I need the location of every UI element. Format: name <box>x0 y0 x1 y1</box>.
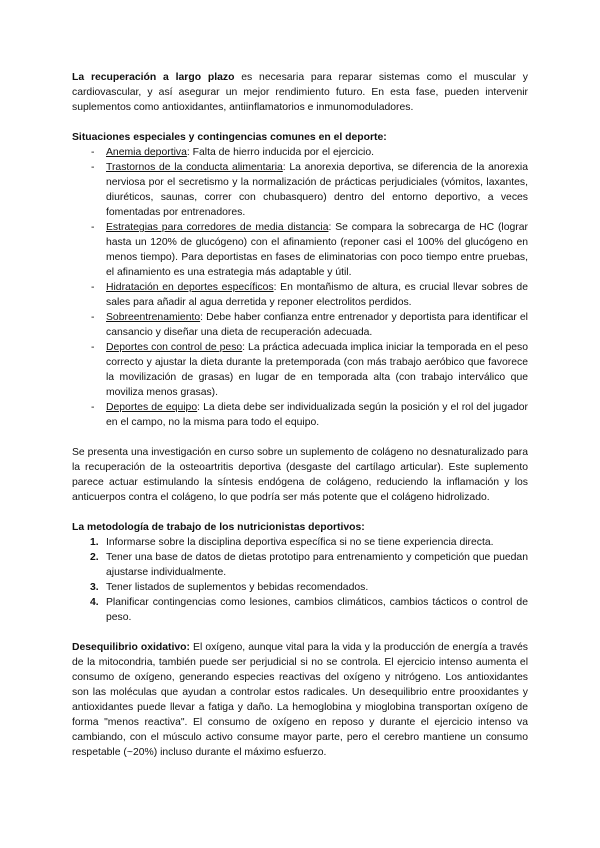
dash-bullet: - <box>91 312 95 323</box>
item-term: Deportes con control de peso <box>106 342 243 353</box>
list-item <box>72 550 528 580</box>
list-item <box>72 400 528 430</box>
list-item <box>72 220 528 280</box>
oxidative-paragraph <box>72 640 528 760</box>
methodology-heading: La metodología de trabajo de los nutricionistas deportivos: <box>72 522 365 533</box>
intro-paragraph <box>72 70 528 115</box>
item-number: 2. <box>90 552 99 563</box>
situations-heading: Situaciones especiales y contingencias comunes en el deporte: <box>72 132 387 143</box>
item-text: Tener listados de suplementos y bebidas recomendados. <box>106 582 369 593</box>
item-text: Informarse sobre la disciplina deportiva específica si no se tiene experiencia directa. <box>106 537 494 548</box>
document-page <box>72 70 528 760</box>
item-text: Planificar contingencias como lesiones, cambios climáticos, cambios tácticos o control de peso. <box>106 597 528 623</box>
list-item <box>72 160 528 220</box>
methodology-list <box>72 535 528 625</box>
dash-bullet: - <box>91 342 95 353</box>
oxidative-text: El oxígeno, aunque vital para la vida y la producción de energía a través de la mitocondria, también puede ser perjudicial si no se controla. El ejercicio intenso aumenta el consumo de oxígeno, generando especies reactivas del oxígeno y nitrógeno. Los antioxidantes son las moléculas que ayudan a controlar estos radicales. Un desequilibrio entre prooxidantes y antioxidantes puede llevar a fatiga y daño. La hemoglobina y mioglobina transportan oxígeno de forma "menos reactiva". El consumo de oxígeno en reposo y durante el ejercicio intenso va cambiando, con el músculo activo consume mayor parte, pero el cerebro mantiene un consumo respetable (~20%) incluso durante el máximo esfuerzo. <box>72 642 528 758</box>
intro-lead: La recuperación a largo plazo <box>72 72 235 83</box>
intro-text: es necesaria para reparar sistemas como el muscular y cardiovascular, y así asegurar un mejor rendimiento futuro. En esta fase, pueden intervenir suplementos como antioxidantes, antiinflamatorios e inmunomoduladores. <box>72 72 528 113</box>
list-item <box>72 580 528 595</box>
dash-bullet: - <box>91 162 95 173</box>
dash-bullet: - <box>91 282 95 293</box>
item-term: Sobreentrenamiento <box>106 312 201 323</box>
oxidative-lead: Desequilibrio oxidativo: <box>72 642 190 653</box>
item-term: Trastornos de la conducta alimentaria <box>106 162 283 173</box>
item-text: : Debe haber confianza entre entrenador y deportista para identificar el cansancio y diseñar una dieta de recuperación adecuada. <box>106 312 528 338</box>
list-item <box>72 535 528 550</box>
situations-list <box>72 145 528 430</box>
item-term: Estrategias para corredores de media distancia <box>106 222 329 233</box>
dash-bullet: - <box>91 147 95 158</box>
list-item <box>72 340 528 400</box>
item-text: : En montañismo de altura, es crucial llevar sobres de sales para añadir al agua derretida y reponer electrolitos perdidos. <box>106 282 528 308</box>
dash-bullet: - <box>91 402 95 413</box>
item-text: : Falta de hierro inducida por el ejercicio. <box>186 147 375 158</box>
item-text: : La anorexia deportiva, se diferencia de la anorexia nerviosa por el secretismo y la normalización de prácticas perjudiciales (vómitos, laxantes, diuréticos, saunas, correr con chubasquero) dentro del entorno deportivo, a veces fomentadas por entrenadores. <box>106 162 529 218</box>
item-text: : Se compara la sobrecarga de HC (lograr hasta un 120% de glucógeno) con el afinamiento (reponer casi el 100% del glucógeno en menos tiempo). Para deportistas en fases de eliminatorias con poco tiempo entre pruebas, el afinamiento es una estrategia más adaptable y útil. <box>106 222 528 278</box>
dash-bullet: - <box>91 222 95 233</box>
list-item <box>72 595 528 625</box>
item-term: Anemia deportiva <box>106 147 187 158</box>
item-term: Hidratación en deportes específicos <box>106 282 274 293</box>
list-item <box>72 310 528 340</box>
item-text: : La dieta debe ser individualizada según la posición y el rol del jugador en el campo, no la misma para todo el equipo. <box>106 402 528 428</box>
list-item <box>72 280 528 310</box>
item-number: 1. <box>90 537 99 548</box>
item-text: Tener una base de datos de dietas prototipo para entrenamiento y competición que puedan ajustarse individualmente. <box>106 552 528 578</box>
collagen-paragraph: Se presenta una investigación en curso sobre un suplemento de colágeno no desnaturalizado para la recuperación de la osteoartritis deportiva (desgaste del cartílago articular). Este suplemento parece actuar estimulando la síntesis endógena de colágeno, reduciendo la inflamación y los anticuerpos contra el colágeno, lo que podría ser más potente que el colágeno hidrolizado. <box>72 447 528 503</box>
item-number: 3. <box>90 582 99 593</box>
list-item <box>72 145 528 160</box>
item-number: 4. <box>90 597 99 608</box>
item-text: : La práctica adecuada implica iniciar la temporada en el peso correcto y ajustar la dieta durante la pretemporada (con más trabajo aeróbico que favorece la movilización de grasas) en lugar de en temporada alta (con trabajo interválico que moviliza menos grasas). <box>106 342 528 398</box>
item-term: Deportes de equipo <box>106 402 198 413</box>
